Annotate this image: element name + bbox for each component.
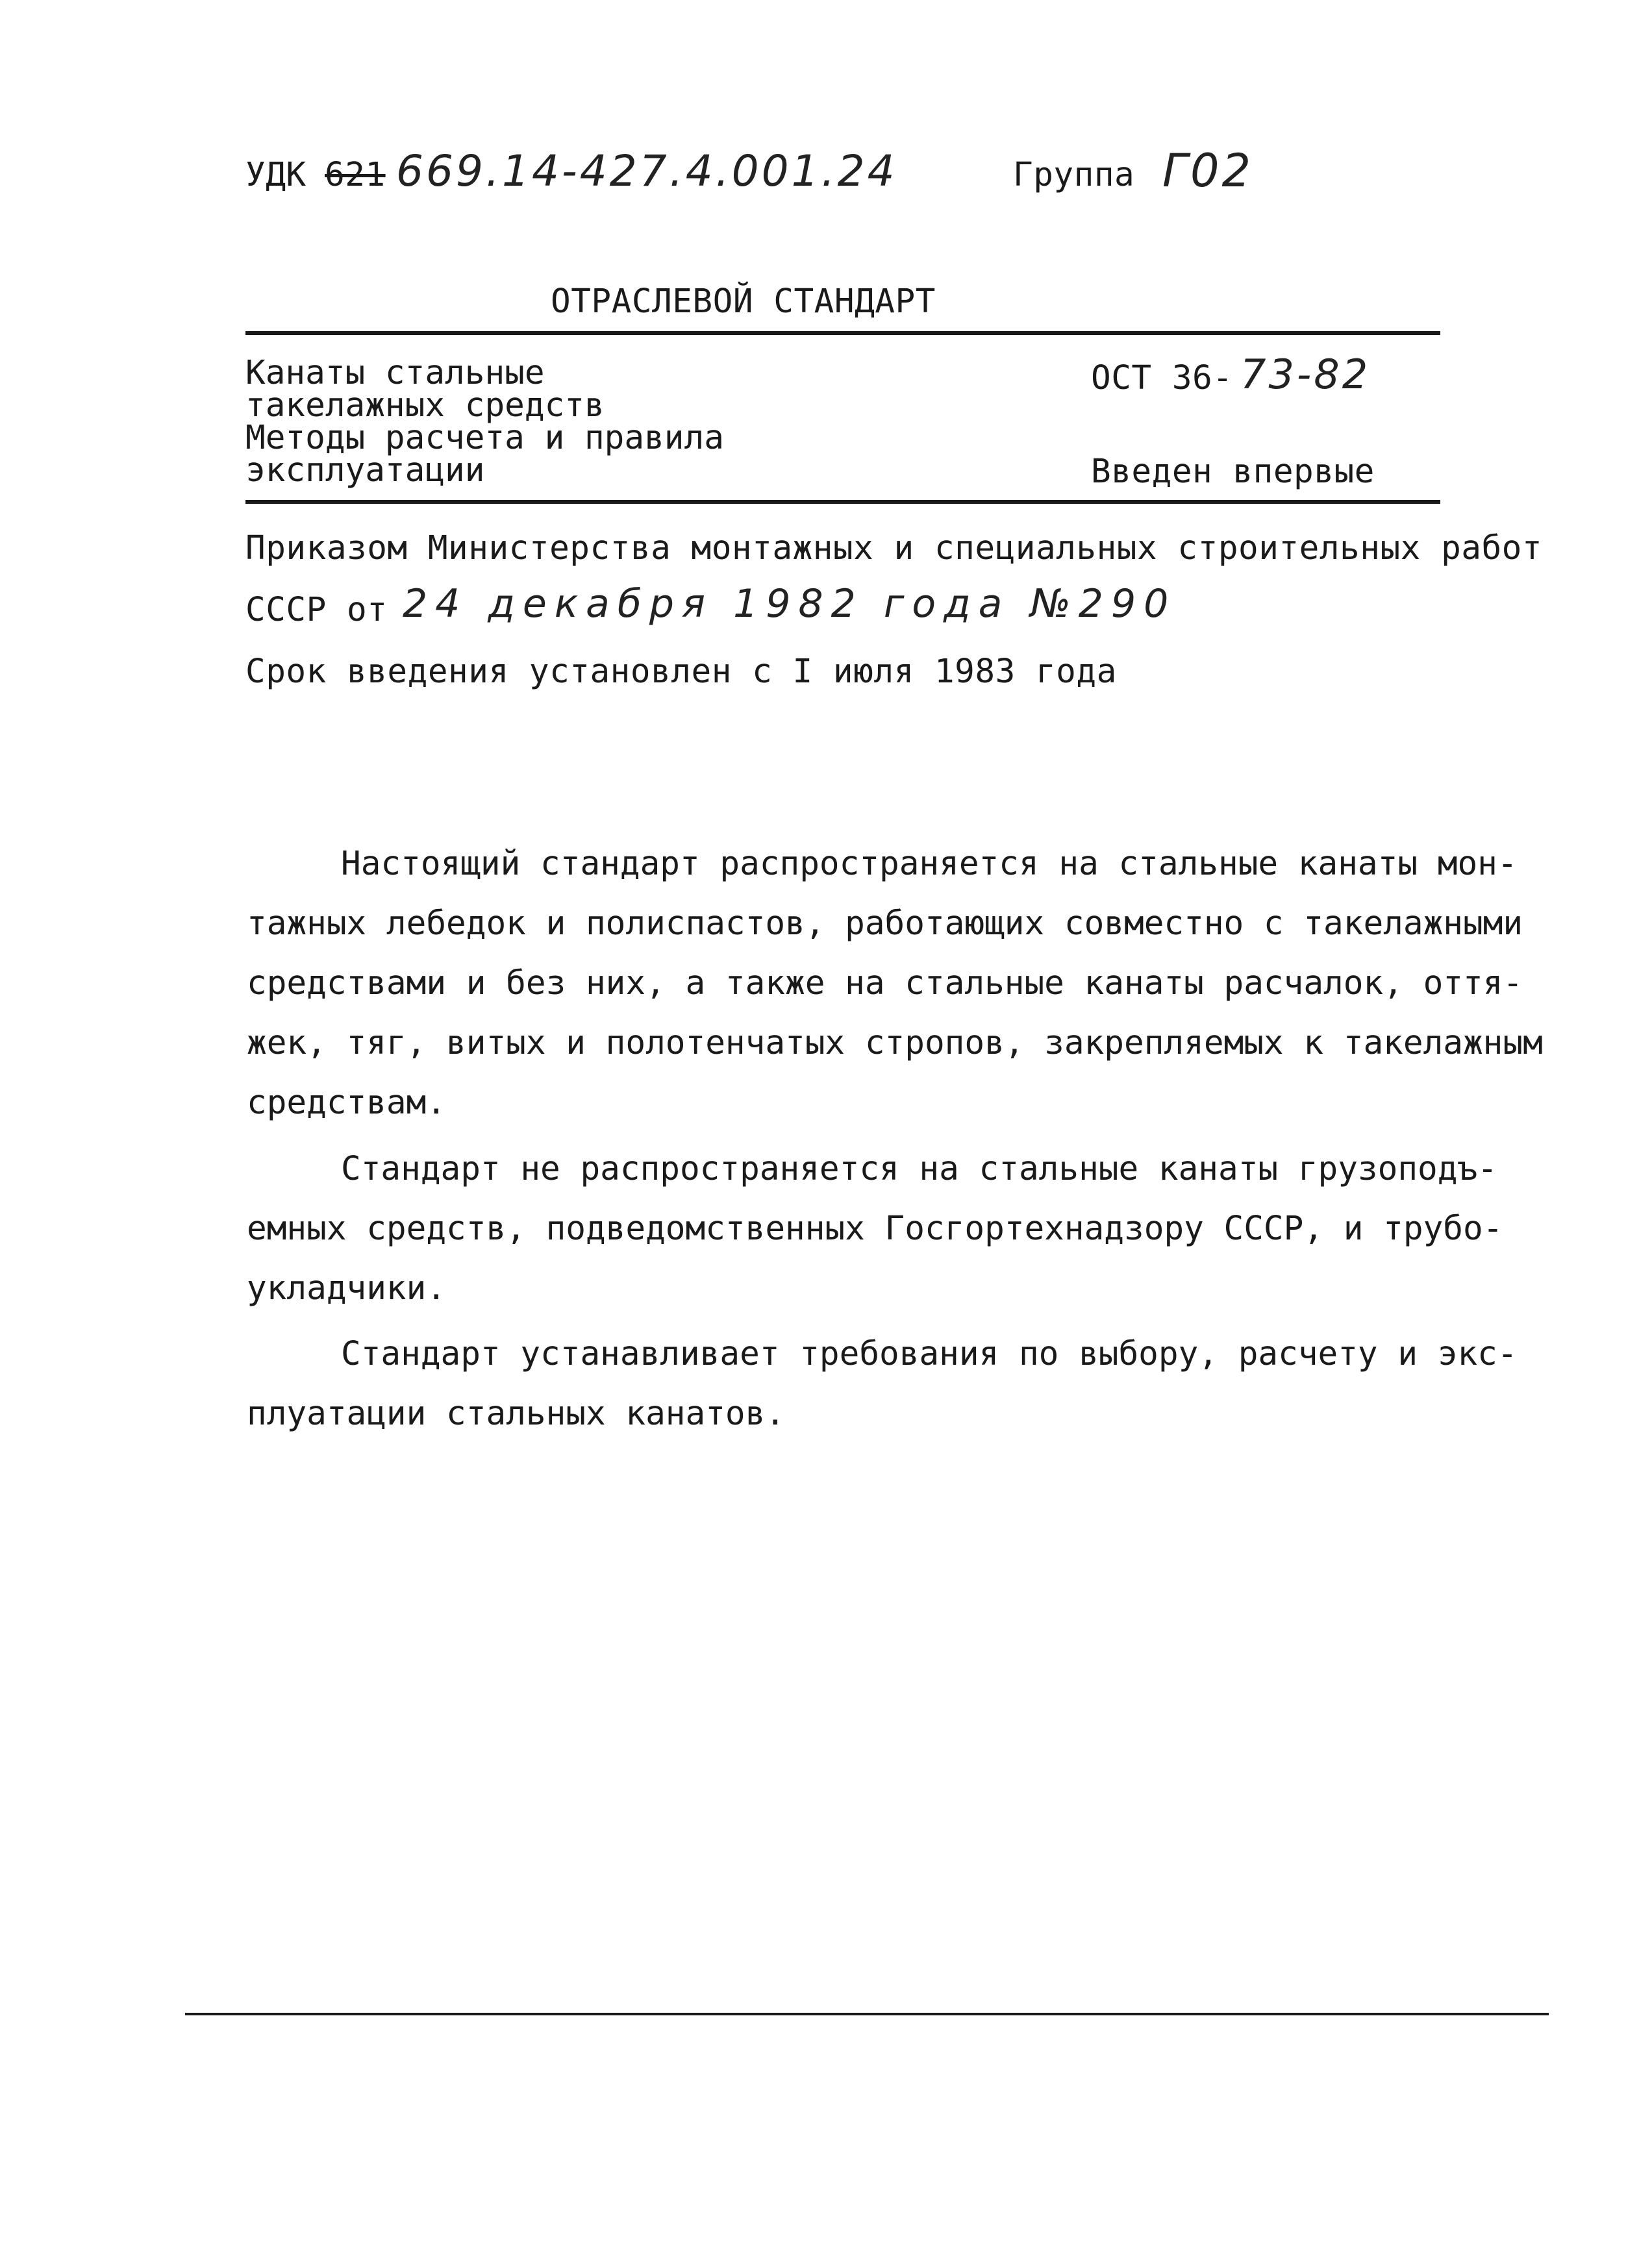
title-block-bottom-rule [245, 500, 1440, 504]
paragraph-line: Стандарт устанавливает требования по выбору, расчету и экс- [341, 1335, 1518, 1373]
paragraph-line: плуатации стальных канатов. [247, 1395, 786, 1433]
udk-handwritten-code: 669.14-427.4.001.24 [396, 146, 897, 196]
standard-type-heading: ОТРАСЛЕВОЙ СТАНДАРТ [551, 282, 936, 321]
ost-handwritten-number: 73-82 [1240, 351, 1371, 398]
paragraph-scope [247, 834, 1543, 1133]
title-block-top-rule [245, 331, 1440, 335]
paragraph-line: средствами и без них, а также на стальные канаты расчалок, оття- [247, 964, 1523, 1002]
introduced-note: Введен впервые [1091, 453, 1375, 491]
paragraph-line: Настоящий стандарт распространяется на стальные канаты мон- [341, 845, 1518, 883]
udk-struck-code: 621 [325, 156, 386, 194]
footer-rule [185, 2013, 1549, 2015]
title-line: эксплуатации [245, 451, 485, 490]
udk-label: УДК [245, 156, 307, 194]
paragraph-line: жек, тяг, витых и полотенчатых стропов, закрепляемых к такелажным [247, 1024, 1543, 1062]
paragraph-line: Стандарт не распространяется на стальные канаты грузоподъ- [341, 1150, 1497, 1188]
title-block-title [245, 354, 724, 490]
paragraph-line: средствам. [247, 1084, 447, 1122]
order-line-2-prefix: СССР от [245, 591, 388, 629]
order-date-handwritten: 24 декабря 1982 года №290 [403, 581, 1177, 627]
paragraph-line: укладчики. [247, 1269, 447, 1308]
group-label: Группа [1013, 156, 1135, 194]
paragraph-requirements [247, 1325, 1518, 1444]
ost-prefix: ОСТ 36- [1091, 359, 1233, 397]
title-line: такелажных средств [245, 386, 605, 425]
title-line: Методы расчета и правила [245, 419, 724, 457]
paragraph-exclusion [247, 1139, 1507, 1319]
paragraph-line: тажных лебедок и полиспастов, работающих совместно с такелажными [247, 904, 1523, 943]
title-line: Канаты стальные [245, 354, 545, 392]
effective-date: Срок введения установлен с I июля 1983 года [245, 653, 1117, 691]
order-line-1: Приказом Министерства монтажных и специальных строительных работ [245, 529, 1543, 567]
group-handwritten-code: Г02 [1162, 144, 1254, 197]
paragraph-line: емных средств, подведомственных Госгортехнадзору СССР, и трубо- [247, 1210, 1503, 1248]
